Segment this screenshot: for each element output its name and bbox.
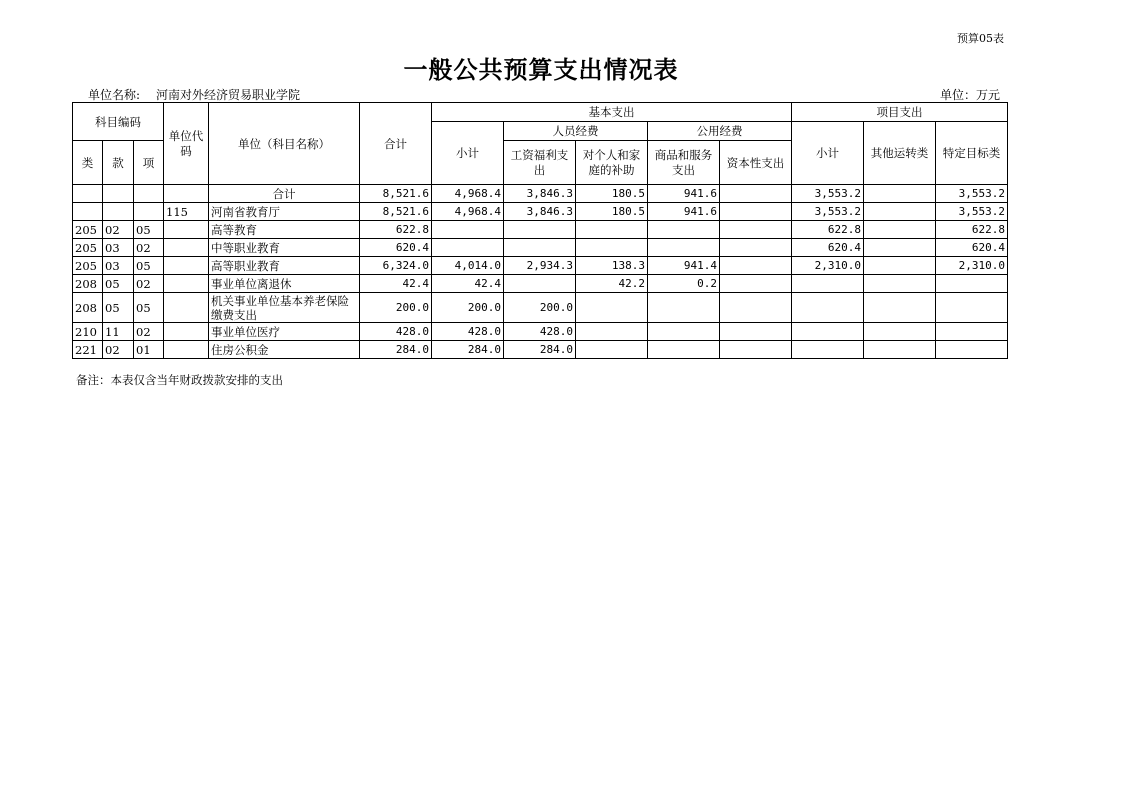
cell-lei (73, 203, 103, 221)
cell-xiang: 02 (134, 239, 164, 257)
cell-lei: 205 (73, 257, 103, 275)
cell-unit-code (164, 341, 209, 359)
cell-goods-services (648, 239, 720, 257)
header-special-target: 特定目标类 (936, 122, 1008, 185)
cell-basic-subtotal (432, 239, 504, 257)
cell-personal-family-subsidy: 180.5 (576, 203, 648, 221)
cell-subject-name: 合计 (209, 185, 360, 203)
cell-subject-name: 河南省教育厅 (209, 203, 360, 221)
cell-goods-services: 0.2 (648, 275, 720, 293)
cell-subject-name: 住房公积金 (209, 341, 360, 359)
cell-capital-expenditure (720, 185, 792, 203)
cell-goods-services (648, 341, 720, 359)
cell-unit-code (164, 323, 209, 341)
cell-project-subtotal: 620.4 (792, 239, 864, 257)
cell-kuan: 05 (103, 293, 134, 323)
cell-personal-family-subsidy: 180.5 (576, 185, 648, 203)
cell-subject-name: 高等职业教育 (209, 257, 360, 275)
cell-subject-name: 中等职业教育 (209, 239, 360, 257)
cell-basic-subtotal: 4,014.0 (432, 257, 504, 275)
cell-other-transfer (864, 203, 936, 221)
unit-name: 河南对外经济贸易职业学院 (156, 88, 301, 102)
cell-basic-subtotal: 200.0 (432, 293, 504, 323)
cell-total: 428.0 (360, 323, 432, 341)
header-personal-family-subsidy: 对个人和家庭的补助 (576, 141, 648, 185)
table-row (73, 341, 1008, 359)
cell-project-subtotal (792, 293, 864, 323)
table-row (73, 293, 1008, 323)
header-project-subtotal: 小计 (792, 122, 864, 185)
header-unit-code: 单位代码 (164, 103, 209, 185)
cell-wage-welfare: 3,846.3 (504, 203, 576, 221)
cell-basic-subtotal: 42.4 (432, 275, 504, 293)
cell-capital-expenditure (720, 275, 792, 293)
cell-unit-code: 115 (164, 203, 209, 221)
cell-capital-expenditure (720, 203, 792, 221)
cell-project-subtotal (792, 341, 864, 359)
cell-kuan (103, 185, 134, 203)
cell-capital-expenditure (720, 239, 792, 257)
cell-personal-family-subsidy: 42.2 (576, 275, 648, 293)
cell-wage-welfare (504, 221, 576, 239)
table-row (73, 203, 1008, 221)
header-xiang: 项 (134, 141, 164, 185)
cell-special-target: 2,310.0 (936, 257, 1008, 275)
cell-special-target (936, 341, 1008, 359)
cell-total: 620.4 (360, 239, 432, 257)
cell-personal-family-subsidy (576, 293, 648, 323)
header-lei: 类 (73, 141, 103, 185)
header-basic-subtotal: 小计 (432, 122, 504, 185)
table-row (73, 257, 1008, 275)
cell-unit-code (164, 221, 209, 239)
cell-personal-family-subsidy (576, 221, 648, 239)
cell-unit-code (164, 257, 209, 275)
cell-other-transfer (864, 293, 936, 323)
cell-wage-welfare: 3,846.3 (504, 185, 576, 203)
page-title: 一般公共预算支出情况表 (403, 55, 679, 84)
cell-kuan: 11 (103, 323, 134, 341)
cell-capital-expenditure (720, 341, 792, 359)
currency-unit: 单位：万元 (939, 88, 1000, 102)
cell-total: 8,521.6 (360, 185, 432, 203)
cell-other-transfer (864, 185, 936, 203)
cell-basic-subtotal: 428.0 (432, 323, 504, 341)
table-row (73, 275, 1008, 293)
cell-kuan: 02 (103, 221, 134, 239)
table-row (73, 185, 1008, 203)
cell-xiang: 02 (134, 323, 164, 341)
cell-special-target (936, 275, 1008, 293)
header-other-transfer: 其他运转类 (864, 122, 936, 185)
cell-wage-welfare: 284.0 (504, 341, 576, 359)
cell-unit-code (164, 185, 209, 203)
cell-project-subtotal: 2,310.0 (792, 257, 864, 275)
cell-basic-subtotal: 284.0 (432, 341, 504, 359)
cell-other-transfer (864, 275, 936, 293)
cell-other-transfer (864, 221, 936, 239)
cell-goods-services: 941.6 (648, 203, 720, 221)
header-wage-welfare: 工资福利支出 (504, 141, 576, 185)
cell-kuan (103, 203, 134, 221)
header-total: 合计 (360, 103, 432, 185)
cell-personal-family-subsidy: 138.3 (576, 257, 648, 275)
cell-project-subtotal: 622.8 (792, 221, 864, 239)
cell-personal-family-subsidy (576, 239, 648, 257)
cell-goods-services (648, 221, 720, 239)
cell-project-subtotal: 3,553.2 (792, 185, 864, 203)
doc-code: 预算05表 (957, 32, 1004, 45)
cell-subject-name: 事业单位医疗 (209, 323, 360, 341)
cell-special-target: 620.4 (936, 239, 1008, 257)
cell-special-target: 622.8 (936, 221, 1008, 239)
cell-xiang: 05 (134, 221, 164, 239)
header-kuan: 款 (103, 141, 134, 185)
cell-wage-welfare: 2,934.3 (504, 257, 576, 275)
cell-lei: 208 (73, 275, 103, 293)
header-capital-expenditure: 资本性支出 (720, 141, 792, 185)
cell-subject-name: 机关事业单位基本养老保险缴费支出 (209, 293, 360, 323)
cell-unit-code (164, 275, 209, 293)
cell-xiang (134, 185, 164, 203)
cell-special-target (936, 323, 1008, 341)
cell-unit-code (164, 293, 209, 323)
cell-xiang: 02 (134, 275, 164, 293)
cell-xiang: 01 (134, 341, 164, 359)
cell-goods-services: 941.6 (648, 185, 720, 203)
cell-wage-welfare: 200.0 (504, 293, 576, 323)
cell-basic-subtotal: 4,968.4 (432, 185, 504, 203)
cell-total: 622.8 (360, 221, 432, 239)
unit-label: 单位名称: (88, 88, 141, 102)
cell-kuan: 02 (103, 341, 134, 359)
cell-kuan: 03 (103, 239, 134, 257)
cell-special-target (936, 293, 1008, 323)
cell-lei: 208 (73, 293, 103, 323)
cell-unit-code (164, 239, 209, 257)
cell-other-transfer (864, 341, 936, 359)
cell-goods-services: 941.4 (648, 257, 720, 275)
cell-capital-expenditure (720, 221, 792, 239)
cell-basic-subtotal (432, 221, 504, 239)
cell-personal-family-subsidy (576, 323, 648, 341)
header-goods-services: 商品和服务支出 (648, 141, 720, 185)
cell-project-subtotal (792, 275, 864, 293)
cell-lei: 221 (73, 341, 103, 359)
header-personnel-funds: 人员经费 (504, 122, 648, 141)
budget-table (72, 102, 1008, 359)
table-row (73, 239, 1008, 257)
cell-goods-services (648, 323, 720, 341)
cell-lei (73, 185, 103, 203)
cell-capital-expenditure (720, 323, 792, 341)
cell-basic-subtotal: 4,968.4 (432, 203, 504, 221)
header-project-expenditure: 项目支出 (792, 103, 1008, 122)
cell-kuan: 05 (103, 275, 134, 293)
cell-capital-expenditure (720, 257, 792, 275)
header-subject-code: 科目编码 (73, 103, 164, 141)
table-row (73, 221, 1008, 239)
cell-total: 8,521.6 (360, 203, 432, 221)
cell-xiang (134, 203, 164, 221)
cell-subject-name: 高等教育 (209, 221, 360, 239)
cell-total: 42.4 (360, 275, 432, 293)
cell-lei: 210 (73, 323, 103, 341)
cell-xiang: 05 (134, 257, 164, 275)
cell-other-transfer (864, 323, 936, 341)
cell-special-target: 3,553.2 (936, 203, 1008, 221)
header-basic-expenditure: 基本支出 (432, 103, 792, 122)
header-unit-subject-name: 单位（科目名称） (209, 103, 360, 185)
cell-total: 200.0 (360, 293, 432, 323)
cell-xiang: 05 (134, 293, 164, 323)
cell-subject-name: 事业单位离退休 (209, 275, 360, 293)
cell-project-subtotal: 3,553.2 (792, 203, 864, 221)
cell-project-subtotal (792, 323, 864, 341)
cell-lei: 205 (73, 221, 103, 239)
cell-lei: 205 (73, 239, 103, 257)
cell-wage-welfare: 428.0 (504, 323, 576, 341)
table-note: 备注：本表仅含当年财政拨款安排的支出 (76, 373, 283, 387)
cell-goods-services (648, 293, 720, 323)
cell-total: 284.0 (360, 341, 432, 359)
cell-capital-expenditure (720, 293, 792, 323)
cell-wage-welfare (504, 275, 576, 293)
cell-kuan: 03 (103, 257, 134, 275)
cell-special-target: 3,553.2 (936, 185, 1008, 203)
cell-personal-family-subsidy (576, 341, 648, 359)
header-public-funds: 公用经费 (648, 122, 792, 141)
cell-total: 6,324.0 (360, 257, 432, 275)
cell-wage-welfare (504, 239, 576, 257)
table-row (73, 323, 1008, 341)
cell-other-transfer (864, 239, 936, 257)
cell-other-transfer (864, 257, 936, 275)
unit-info (88, 86, 300, 103)
